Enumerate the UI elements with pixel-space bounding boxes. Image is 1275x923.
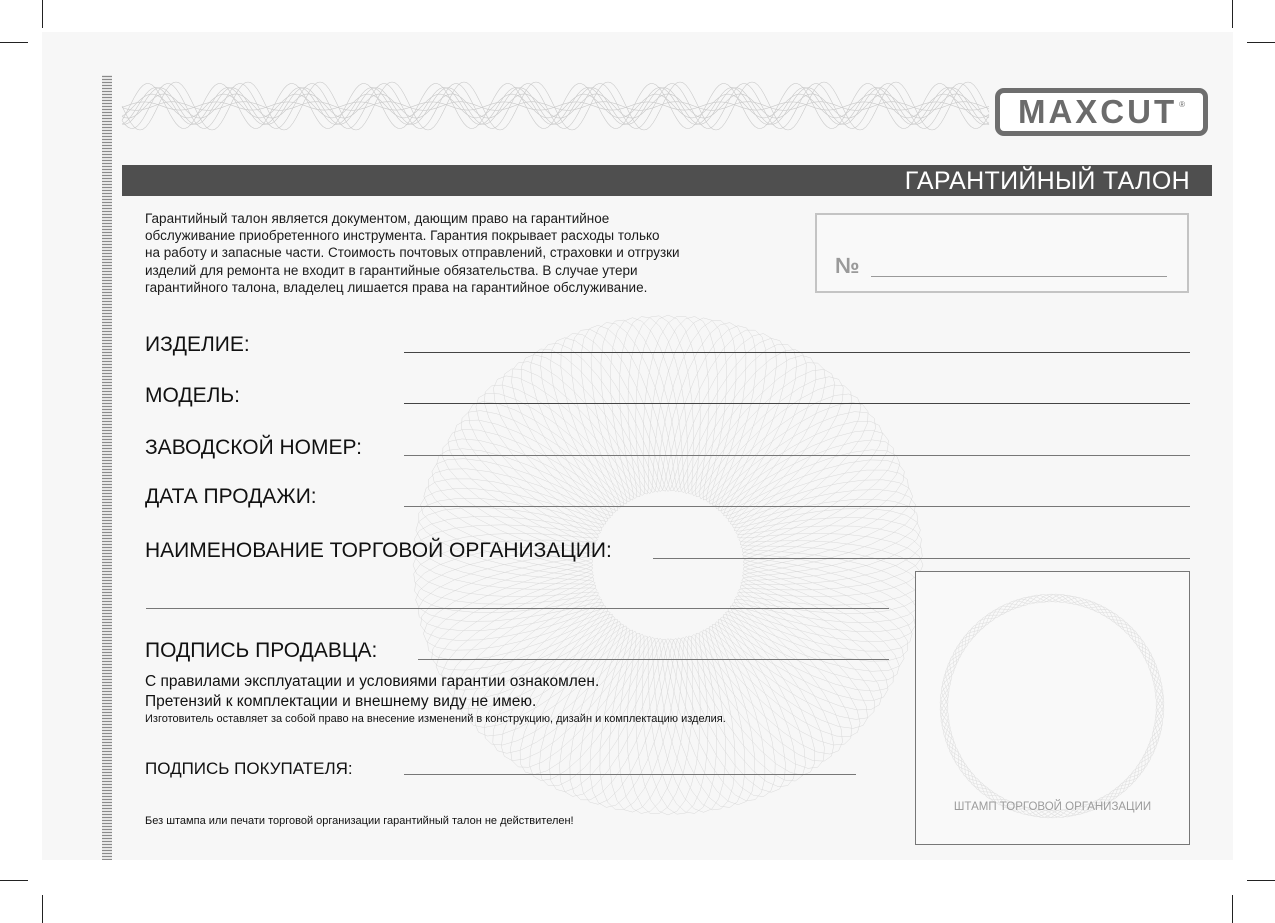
logo-wordmark: MAXCUT [1017,93,1178,130]
crop-mark [1232,895,1233,923]
seller-org-field[interactable] [653,558,1190,559]
product-label: ИЗДЕЛИЕ: [145,333,250,356]
intro-line: изделий для ремонта не входит в гарантийные обязательства. В случае утери [145,262,638,278]
crop-mark [1232,0,1233,28]
no-claims-text: Претензий к комплектации и внешнему виду не имею. [145,693,537,710]
validity-note: Без штампа или печати торговой организации гарантийный талон не действителен! [145,815,574,827]
manufacturer-note: Изготовитель оставляет за собой право на внесение изменений в конструкцию, дизайн и комплектацию изделия. [145,713,726,725]
intro-line: Гарантийный талон является документом, дающим право на гарантийное [145,211,610,226]
crop-mark [1247,42,1275,43]
perforation-strip [102,75,112,860]
seller-signature-field[interactable] [418,659,889,660]
number-box [815,213,1189,293]
maxcut-logo [995,88,1208,136]
registered-mark: ® [1179,99,1186,109]
title-bar [122,165,1212,196]
serial-number-field[interactable] [404,455,1190,456]
crop-mark [42,895,43,923]
seller-org-label: НАИМЕНОВАНИЕ ТОРГОВОЙ ОРГАНИЗАЦИИ: [145,539,612,562]
crop-mark [1247,880,1275,881]
seller-signature-label: ПОДПИСЬ ПРОДАВЦА: [145,639,378,662]
model-label: МОДЕЛЬ: [145,384,240,407]
buyer-signature-field[interactable] [404,774,856,775]
number-label: № [835,253,860,278]
number-field[interactable] [871,276,1167,277]
intro-line: гарантийного талона, владелец лишается права на гарантийное обслуживание. [145,279,648,295]
product-field[interactable] [404,352,1190,353]
crop-mark [0,42,28,43]
serial-number-label: ЗАВОДСКОЙ НОМЕР: [145,436,362,459]
acknowledgement-text: С правилами эксплуатации и условиями гарантии ознакомлен. [145,673,600,690]
page-title: ГАРАНТИЙНЫЙ ТАЛОН [904,167,1190,195]
intro-paragraph [145,210,785,296]
model-field[interactable] [404,403,1190,404]
crop-mark [0,880,28,881]
sale-date-field[interactable] [404,506,1190,507]
stamp-label: ШТАМП ТОРГОВОЙ ОРГАНИЗАЦИИ [953,801,1152,813]
crop-mark [42,0,43,28]
buyer-signature-label: ПОДПИСЬ ПОКУПАТЕЛЯ: [145,759,353,778]
seller-org-field-continued[interactable] [146,608,889,609]
intro-line: на работу и запасные части. Стоимость почтовых отправлений, страховки и отгрузки [145,245,680,261]
stamp-area [915,571,1190,845]
intro-line: обслуживание приобретенного инструмента. Гарантия покрывает расходы только [145,228,660,244]
sale-date-label: ДАТА ПРОДАЖИ: [145,485,317,508]
